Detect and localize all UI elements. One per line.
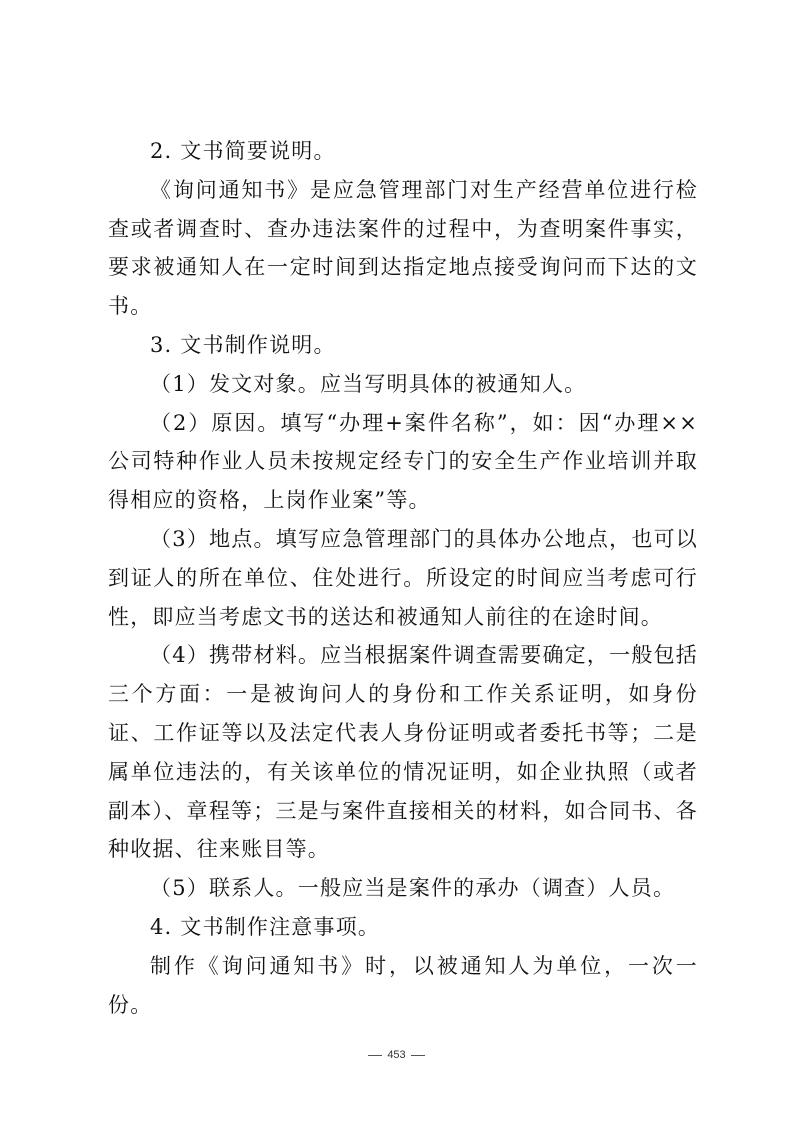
list-item-contact: （5）联系人。一般应当是案件的承办（调查）人员。 <box>150 876 676 901</box>
list-item-reason: （2）原因。填写“办理+案件名称”，如：因“办理××公司特种作业人员未按规定经专门的安全生产作业培训并取得相应的资格，上岗作业案”等。 <box>108 410 698 513</box>
body-paragraph-description: 《询问通知书》是应急管理部门对生产经营单位进行检查或者调查时、查办违法案件的过程中，为查明案件事实，要求被通知人在一定时间到达指定地点接受询问而下达的文书。 <box>108 177 698 319</box>
list-item-location: （3）地点。填写应急管理部门的具体办公地点，也可以到证人的所在单位、住处进行。所设定的时间应当考虑可行性，即应当考虑文书的送达和被通知人前往的在途时间。 <box>108 526 698 629</box>
section-heading-3: 3. 文书制作说明。 <box>150 332 336 357</box>
page-footer <box>0 1049 793 1061</box>
section-heading-4: 4. 文书制作注意事项。 <box>150 914 381 939</box>
document-body <box>108 132 698 1024</box>
footer-dash-right <box>411 1055 425 1056</box>
list-item-recipient: （1）发文对象。应当写明具体的被通知人。 <box>150 371 587 396</box>
page-number: 453 <box>387 1049 406 1061</box>
list-item-materials: （4）携带材料。应当根据案件调查需要确定，一般包括三个方面：一是被询问人的身份和工作关系证明，如身份证、工作证等以及法定代表人身份证明或者委托书等；二是属单位违法的，有关该单位的情况证明，如企业执照（或者副本）、章程等；三是与案件直接相关的材料，如合同书、各种收据、往来账目等。 <box>108 643 698 862</box>
section-heading-2: 2. 文书简要说明。 <box>150 139 336 163</box>
footer-dash-left <box>368 1055 382 1056</box>
body-paragraph-notes: 制作《询问通知书》时，以被通知人为单位，一次一份。 <box>108 953 698 1017</box>
